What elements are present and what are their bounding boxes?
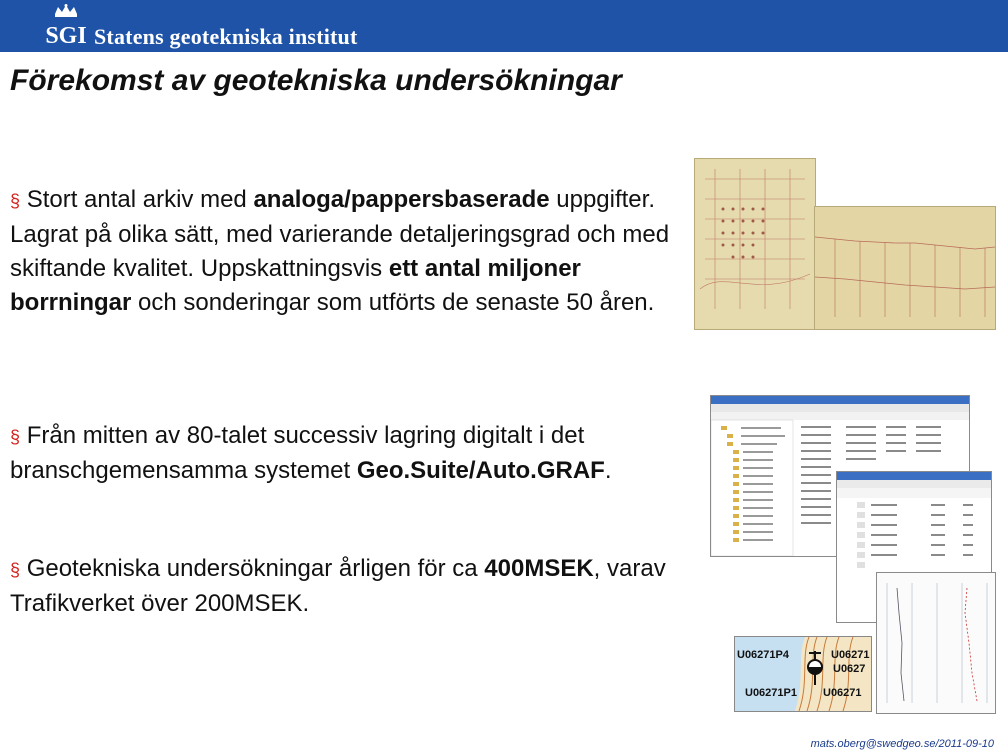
bullet-text: Stort antal arkiv med (26, 186, 254, 213)
bullet-analog-archives (10, 183, 690, 320)
bullet-marker: § (10, 560, 21, 580)
map-label: U06271 (823, 687, 862, 699)
footer-contact: mats.oberg@swedgeo.se/2011-09-10 (810, 738, 994, 750)
bullet-text: och sonderingar som utförts de senaste 50 åren. (131, 289, 655, 316)
scanned-profile-image (814, 206, 996, 330)
borehole-map-image (734, 636, 872, 712)
bullet-emphasis: 400MSEK (484, 555, 594, 582)
bullet-emphasis: Geo.Suite/Auto.GRAF (356, 457, 605, 484)
sgi-logo (38, 4, 94, 53)
header-bar (0, 0, 1008, 52)
bullet-text: Geotekniska undersökningar årligen för ca (26, 555, 485, 582)
map-label: U0627 (833, 663, 866, 675)
scanned-drawing-image (694, 158, 816, 330)
logo-text: SGI (45, 23, 87, 48)
organization-name: Statens geotekniska institut (94, 24, 358, 49)
bullet-marker: § (10, 191, 21, 211)
slide-title: Förekomst av geotekniska undersökningar (10, 64, 622, 97)
bullet-emphasis: analoga/pappersbaserade (253, 186, 550, 213)
bullet-marker: § (10, 427, 21, 447)
bullet-text: , varav Trafikverket över 200MSEK. (10, 555, 666, 617)
map-label: U06271 (831, 649, 870, 661)
bullet-emphasis: ett antal miljoner borrningar (10, 255, 581, 316)
bullet-digital-storage (10, 419, 700, 488)
sounding-plot-image (876, 572, 996, 714)
bullet-text: . (604, 457, 612, 484)
bullet-text: Från mitten av 80-talet successiv lagring digitalt i det branschgemensamma systemet (10, 422, 585, 484)
map-label: U06271P4 (737, 649, 789, 661)
map-label: U06271P1 (745, 687, 797, 699)
bullet-text: uppgifter. Lagrat på olika sätt, med varierande detaljeringsgrad och med skiftande kvalitet. Uppskattningsvis (10, 186, 670, 282)
bullet-annual-investigations (10, 552, 710, 621)
